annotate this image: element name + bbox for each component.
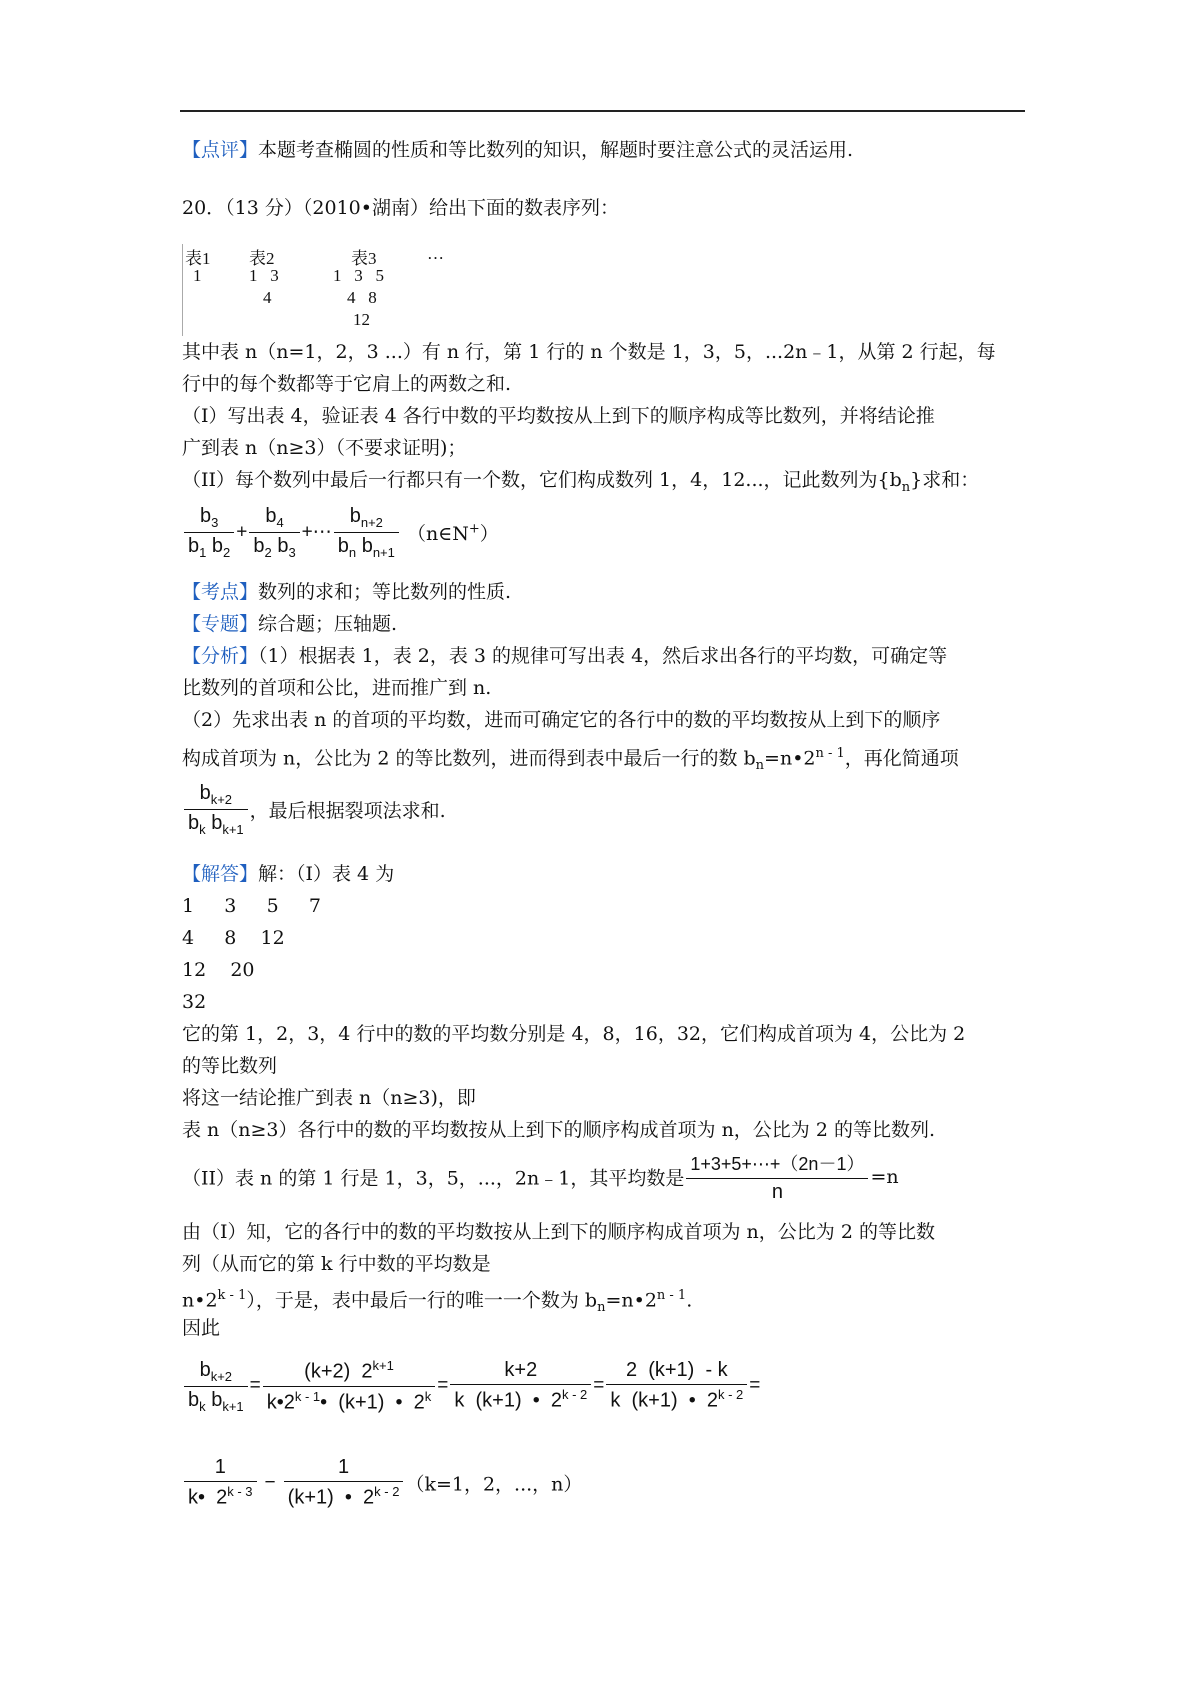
jieda-tag: 【解答】	[182, 863, 259, 885]
fenxi-text-1: （1）根据表 1，表 2，表 3 的规律可写出表 4，然后求出各行的平均数，可确定等	[258, 645, 948, 667]
fenxi-line-5: $\frac{b_{k+2}}{b_k b_{k+1}}$ ，最后根据裂项法求和.	[182, 782, 446, 837]
number-tables	[182, 244, 483, 336]
table4-row-1: 1 3 5 7	[182, 895, 321, 917]
table-3-row-3: 12	[353, 310, 370, 329]
jieda-line-9: n•2$^{k - 1}$），于是，表中最后一行的唯一一个数为 $b_n=n•2^{n - 1}$.	[182, 1288, 693, 1316]
question-2-text: （II）每个数列中最后一行都只有一个数，它们构成数列 1，4，12...，记此数列为{b	[182, 469, 902, 491]
jieda-line-5: 表 n（n≥3）各行中的数的平均数按从上到下的顺序构成首项为 n，公比为 2 的等比数列.	[182, 1119, 936, 1141]
jieda-line-2: 它的第 1，2，3，4 行中的数的平均数分别是 4，8，16，32，它们构成首项为 4，公比为 2	[182, 1023, 966, 1045]
table-3-row-2: 4 8	[347, 288, 377, 307]
desc-line-1: 其中表 n（n=1，2，3 ...）有 n 行，第 1 行的 n 个数是 1，3，5，...2n﹣1，从第 2 行起，每	[182, 341, 996, 363]
derivation-line-2: $\frac{1}{k• 2^{k - 3}}$ − $\frac{1}{(k+1) • 2^{k - 2}}$ （k=1，2，...，n）	[182, 1456, 582, 1510]
question-2-line	[182, 468, 979, 500]
derivation-line-1: $\frac{b_{k+2}}{b_k b_{k+1}}$ = $\frac{(k+2) 2^{k+1}}{k•2^{k - 1}• (k+1) • 2^k}$ = $\frac{k+2}{k (k+1) • 2^{k - 2}}$ = $\frac{2 (k+1) - k}{k (k+1) • 2^{k - 2}}$ =	[182, 1358, 760, 1414]
table4-row-2: 4 8 12	[182, 927, 285, 949]
table-2-label: 表2	[249, 249, 275, 268]
sum-frac-2: $\frac{b_4}{b_2 b_3}$	[249, 505, 299, 560]
table-1-label: 表1	[185, 249, 211, 268]
table-3-label: 表3	[351, 249, 377, 268]
fenxi-line-1	[182, 644, 947, 668]
jieda-text-1: 解：（I）表 4 为	[258, 863, 395, 885]
table-2-row-1: 1 3	[249, 266, 279, 285]
jieda-line-7: 由（I）知，它的各行中的数的平均数按从上到下的顺序构成首项为 n，公比为 2 的等比数	[182, 1221, 935, 1243]
table-2-row-2: 4	[263, 288, 272, 307]
deriv-frac-2: $\frac{(k+2) 2^{k+1}}{k•2^{k - 1}• (k+1) • 2^k}$	[263, 1358, 436, 1414]
sum-frac-1: $\frac{b_3}{b_1 b_2}$	[184, 505, 234, 560]
zhuanti-tag: 【专题】	[182, 613, 259, 635]
fenxi-line-2: 比数列的首项和公比，进而推广到 n.	[182, 677, 492, 699]
table4-row-4: 32	[182, 991, 207, 1013]
fenxi-line-4: 构成首项为 n，公比为 2 的等比数列，进而得到表中最后一行的数 $b_n=n•2^{n - 1}$，再化简通项	[182, 746, 959, 774]
kaodian-tag: 【考点】	[182, 581, 259, 603]
telescoping-frac-1: $\frac{1}{k• 2^{k - 3}}$	[184, 1456, 257, 1510]
question-2-end: }求和：	[910, 469, 980, 491]
table-3-row-1: 1 3 5	[333, 266, 384, 285]
deriv-frac-4: $\frac{2 (k+1) - k}{k (k+1) • 2^{k - 2}}$	[606, 1359, 747, 1413]
desc-line-2: 行中的每个数都等于它肩上的两数之和.	[182, 373, 512, 395]
jieda-line-1	[182, 862, 394, 886]
fenxi-tag: 【分析】	[182, 645, 259, 667]
sum-frac-n: $\frac{b_{n+2}}{b_n b_{n+1}}$	[334, 505, 399, 560]
plus-sign: +	[236, 521, 248, 543]
jieda-line-6: （II）表 n 的第 1 行是 1，3，5，...，2n﹣1，其平均数是 $\frac{1+3+5+\cdots+(2n-1)}{n}$ =n	[182, 1150, 899, 1204]
kaodian-line	[182, 580, 511, 604]
deriv-frac-1: $\frac{b_{k+2}}{b_k b_{k+1}}$	[184, 1359, 248, 1414]
jieda-line-10: 因此	[182, 1317, 221, 1339]
telescoping-frac-2: $\frac{1}{(k+1) • 2^{k - 2}}$	[284, 1456, 404, 1510]
k-range: （k=1，2，...，n）	[405, 1473, 583, 1496]
table4-row-3: 12 20	[182, 959, 255, 981]
kaodian-text: 数列的求和；等比数列的性质.	[258, 581, 512, 603]
table-dots: …	[427, 244, 444, 263]
general-term-frac: $\frac{b_{k+2}}{b_k b_{k+1}}$	[184, 782, 248, 837]
average-frac: $\frac{1+3+5+\cdots+(2n-1)}{n}$	[686, 1150, 868, 1204]
sum-domain: （n∈N+）	[406, 521, 499, 545]
review-tag: 【点评】	[182, 139, 259, 161]
ellipsis-plus: +⋯	[301, 521, 332, 543]
question-2-sub: n	[901, 479, 911, 495]
sum-expression	[182, 505, 499, 560]
deriv-frac-3: $\frac{k+2}{k (k+1) • 2^{k - 2}}$	[450, 1359, 591, 1413]
header-rule	[180, 110, 1025, 112]
review-text: 本题考查椭圆的性质和等比数列的知识，解题时要注意公式的灵活运用.	[258, 139, 854, 161]
question-1-line-a: （I）写出表 4，验证表 4 各行中数的平均数按从上到下的顺序构成等比数列，并将结论推	[182, 405, 935, 427]
jieda-line-3: 的等比数列	[182, 1055, 278, 1077]
table-1-row-1: 1	[193, 266, 202, 285]
zhuanti-line	[182, 612, 397, 636]
problem-header: 20．（13 分）（2010•湖南）给出下面的数表序列：	[182, 197, 619, 219]
jieda-line-4: 将这一结论推广到表 n（n≥3)，即	[182, 1087, 476, 1109]
question-1-line-b: 广到表 n（n≥3）（不要求证明)；	[182, 437, 467, 459]
zhuanti-text: 综合题；压轴题.	[258, 613, 398, 635]
review-line	[182, 138, 853, 162]
jieda-line-8: 列（从而它的第 k 行中数的平均数是	[182, 1253, 491, 1275]
fenxi-line-3: （2）先求出表 n 的首项的平均数，进而可确定它的各行中的数的平均数按从上到下的顺序	[182, 709, 941, 731]
